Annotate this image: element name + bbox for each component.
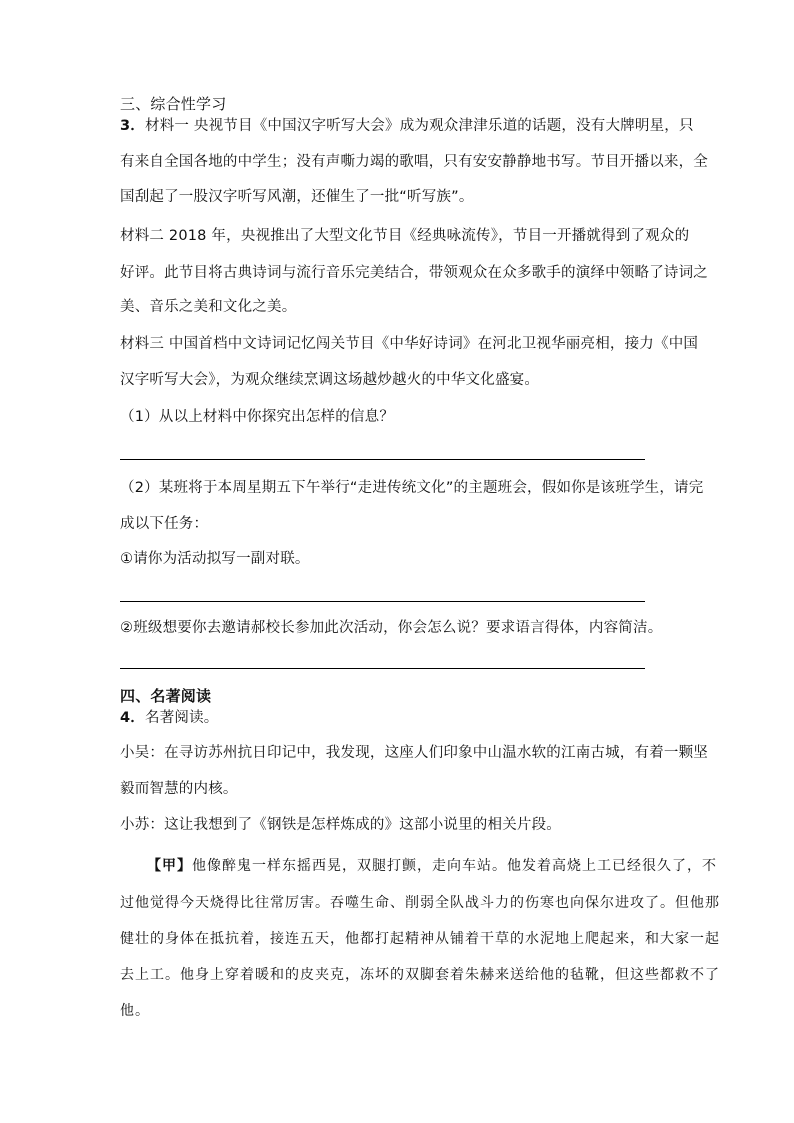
excerpt-jia-line2: 过他觉得今天烧得比往常厉害。吞噬生命、削弱全队战斗力的伤寒也向保尔进攻了。但他那 [120, 895, 720, 911]
excerpt-jia-line5: 他。 [120, 1003, 150, 1019]
excerpt-jia-line4: 去上工。他身上穿着暖和的皮夹克，冻坏的双脚套着朱赫来送给他的毡靴，但这些都救不了 [120, 967, 720, 983]
material1-text: 材料一 央视节目《中国汉字听写大会》成为观众津津乐道的话题，没有大牌明星，只 [145, 118, 694, 134]
xiaowu-line2: 毅而智慧的内核。 [120, 781, 238, 797]
answer-line-1[interactable] [120, 459, 645, 460]
question3-2-line1: （2）某班将于本周星期五下午举行“走进传统文化”的主题班会，假如你是该班学生，请完 [120, 480, 704, 496]
task1: ①请你为活动拟写一副对联。 [120, 551, 310, 567]
question4-text: 名著阅读。 [145, 710, 219, 726]
excerpt-jia-line1 [147, 856, 717, 876]
material2-line1: 材料二 2018 年，央视推出了大型文化节目《经典咏流传》，节目一开播就得到了观众的 [120, 228, 690, 244]
material3-line1: 材料三 中国首档中文诗词记忆闯关节目《中华好诗词》在河北卫视华丽亮相，接力《中国 [120, 336, 699, 352]
answer-line-2[interactable] [120, 601, 645, 602]
excerpt-jia-text: 他像醉鬼一样东摇西晃，双腿打颤，走向车站。他发着高烧上工已经很久了，不 [192, 858, 717, 874]
excerpt-jia-label: 【甲】 [147, 858, 192, 874]
excerpt-jia-line3: 健壮的身体在抵抗着，接连五天，他都打起精神从铺着干草的水泥地上爬起来，和大家一起 [120, 931, 720, 947]
material3-line2: 汉字听写大会》，为观众继续烹调这场越炒越火的中华文化盛宴。 [120, 372, 540, 388]
section3-heading: 三、综合性学习 [120, 95, 227, 113]
question3-number: 3． [120, 118, 145, 134]
answer-line-3[interactable] [120, 668, 645, 669]
task2: ②班级想要你去邀请郝校长参加此次活动，你会怎么说？要求语言得体，内容简洁。 [120, 620, 663, 636]
section4-heading: 四、名著阅读 [120, 687, 212, 705]
material1-line1 [120, 116, 694, 136]
material1-line3: 国刮起了一股汉字听写风潮，还催生了一批“听写族”。 [120, 189, 474, 205]
material2-line3: 美、音乐之美和文化之美。 [120, 299, 297, 315]
question3-1: （1）从以上材料中你探究出怎样的信息？ [120, 409, 395, 425]
material1-line2: 有来自全国各地的中学生；没有声嘶力竭的歌唱，只有安安静静地书写。节目开播以来，全 [120, 154, 708, 170]
material2-line2: 好评。此节目将古典诗词与流行音乐完美结合，带领观众在众多歌手的演绎中领略了诗词之 [120, 265, 708, 281]
question4-number: 4． [120, 710, 145, 726]
xiaowu-line1: 小吴：在寻访苏州抗日印记中，我发现，这座人们印象中山温水软的江南古城，有着一颗坚 [120, 745, 708, 761]
xiaosu-line1: 小苏：这让我想到了《钢铁是怎样炼成的》这部小说里的相关片段。 [120, 817, 561, 833]
question3-2-line2: 成以下任务： [120, 516, 209, 532]
question4 [120, 708, 219, 728]
